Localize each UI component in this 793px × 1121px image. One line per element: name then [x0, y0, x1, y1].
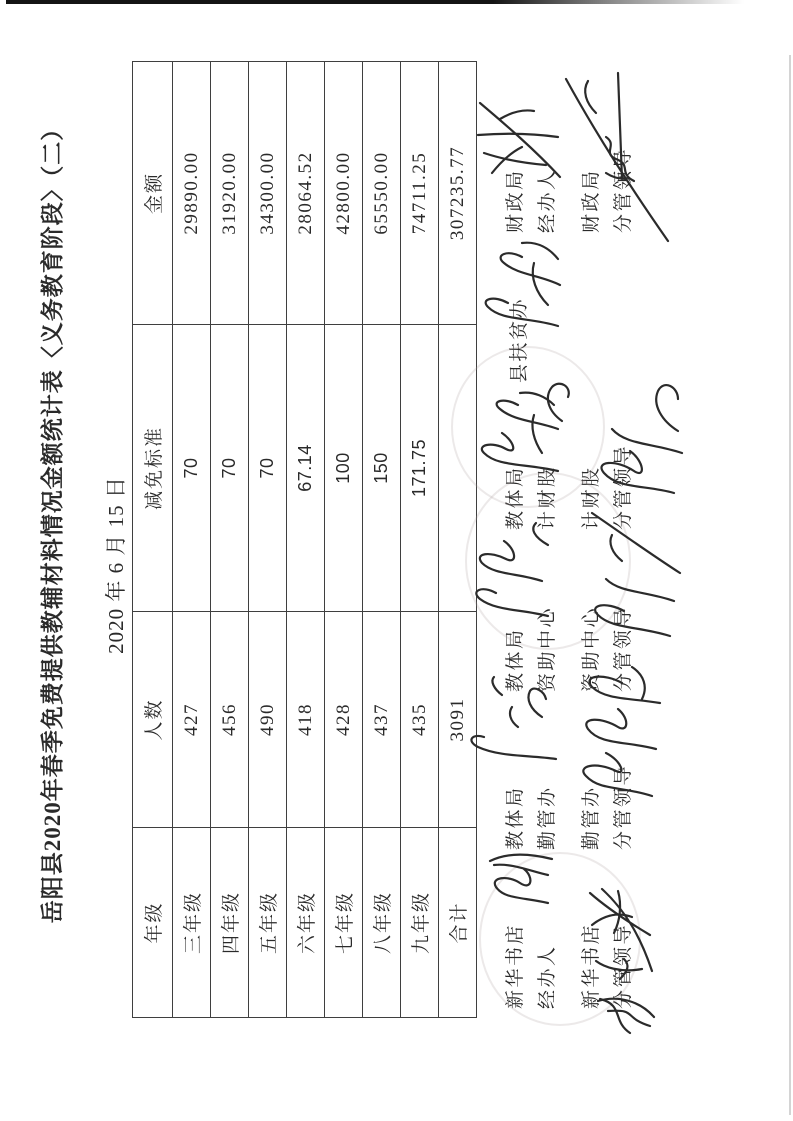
grade-cell: 六年级: [287, 828, 325, 1018]
table-row: [401, 62, 439, 1018]
grade-cell: 四年级: [211, 828, 249, 1018]
amount-cell: 31920.00: [211, 62, 249, 325]
table-row: [211, 62, 249, 1018]
org-name: 财政局: [505, 168, 526, 233]
autograph-zizhuzhongxin-agent: [476, 523, 548, 616]
role-name: 分管领导: [613, 443, 634, 530]
table-header-row: [133, 62, 173, 1018]
signature-label-jiaotiju-qinguanban: [500, 785, 564, 850]
org-name: 新华书店: [581, 922, 602, 1009]
amount-cell: 29890.00: [173, 62, 211, 325]
materials-statistics-table: [132, 61, 477, 1018]
count-cell: 456: [211, 612, 249, 828]
grade-cell: 五年级: [249, 828, 287, 1018]
standard-cell: 150: [363, 325, 401, 612]
org-name: 教体局: [505, 785, 526, 850]
amount-cell: 74711.25: [401, 62, 439, 325]
role-name: 经办人: [537, 944, 558, 1009]
count-cell: 427: [173, 612, 211, 828]
standard-cell: 171.75: [401, 325, 439, 612]
org-name: 教体局: [505, 627, 526, 692]
document-date: 2020 年 6 月 15 日: [104, 476, 128, 654]
header-amount: 金额: [133, 62, 173, 325]
signature-label-jicaigu-leader: [576, 444, 640, 530]
count-cell: 437: [363, 612, 401, 828]
signature-label-caizhengju-leader: [576, 147, 640, 233]
signature-label-jiaotiju-jicaigu: [500, 465, 564, 530]
count-cell: 428: [325, 612, 363, 828]
count-cell: 3091: [439, 612, 477, 828]
standard-cell: 100: [325, 325, 363, 612]
signature-label-qinguanban-leader: [576, 764, 640, 850]
signature-label-caizhengju-agent: [500, 168, 564, 233]
org-name: 财政局: [581, 168, 602, 233]
table-row: [249, 62, 287, 1018]
grade-cell: 三年级: [173, 828, 211, 1018]
role-name: 分管领导: [613, 146, 634, 233]
amount-cell: 65550.00: [363, 62, 401, 325]
count-cell: 418: [287, 612, 325, 828]
role-name: 计财股: [537, 465, 558, 530]
standard-cell: [439, 325, 477, 612]
scan-edge-artifact-right: [789, 55, 791, 1115]
table-row: [325, 62, 363, 1018]
count-cell: 435: [401, 612, 439, 828]
amount-cell: 34300.00: [249, 62, 287, 325]
autograph-jicaigu-agent: [482, 393, 558, 471]
amount-cell: 42800.00: [325, 62, 363, 325]
grade-cell: 合计: [439, 828, 477, 1018]
amount-cell: 28064.52: [287, 62, 325, 325]
signature-label-fupinban: [504, 297, 536, 383]
autograph-caizhengju-agent: [478, 103, 560, 177]
org-name: 新华书店: [505, 922, 526, 1009]
standard-cell: 67.14: [287, 325, 325, 612]
autograph-xinhua-agent: [490, 855, 552, 903]
table-row: [287, 62, 325, 1018]
org-name: 计财股: [581, 465, 602, 530]
org-name: 教体局: [505, 465, 526, 530]
signature-label-zizhuzhongxin-leader: [576, 606, 640, 692]
org-name: 勤管办: [581, 785, 602, 850]
grade-cell: 八年级: [363, 828, 401, 1018]
role-name: 分管领导: [613, 605, 634, 692]
signature-label-xinhua-agent: [500, 923, 564, 1009]
role-name: 分管领导: [613, 763, 634, 850]
role-name: 经办人: [537, 168, 558, 233]
amount-cell: 307235.77: [439, 62, 477, 325]
grade-cell: 七年级: [325, 828, 363, 1018]
role-name: 勤管办: [537, 785, 558, 850]
document-title: 岳阳县2020年春季免费提供教辅材料情况金额统计表〈义务教育阶段〉（二）: [40, 116, 65, 924]
org-name: 资助中心: [581, 605, 602, 692]
count-cell: 490: [249, 612, 287, 828]
signature-label-jiaotiju-zizhuzhongxin: [500, 606, 564, 692]
header-standard: 减免标准: [133, 325, 173, 612]
scan-edge-artifact-top: [6, 0, 744, 4]
standard-cell: 70: [249, 325, 287, 612]
header-count: 人数: [133, 612, 173, 828]
table-row: [363, 62, 401, 1018]
role-name: 资助中心: [537, 605, 558, 692]
signature-label-xinhua-leader: [576, 923, 640, 1009]
standard-cell: 70: [173, 325, 211, 612]
role-name: 分管领导: [613, 922, 634, 1009]
grade-cell: 九年级: [401, 828, 439, 1018]
table-total-row: [439, 62, 477, 1018]
standard-cell: 70: [211, 325, 249, 612]
table-row: [173, 62, 211, 1018]
org-name: 县扶贫办: [509, 296, 530, 383]
header-grade: 年级: [133, 828, 173, 1018]
